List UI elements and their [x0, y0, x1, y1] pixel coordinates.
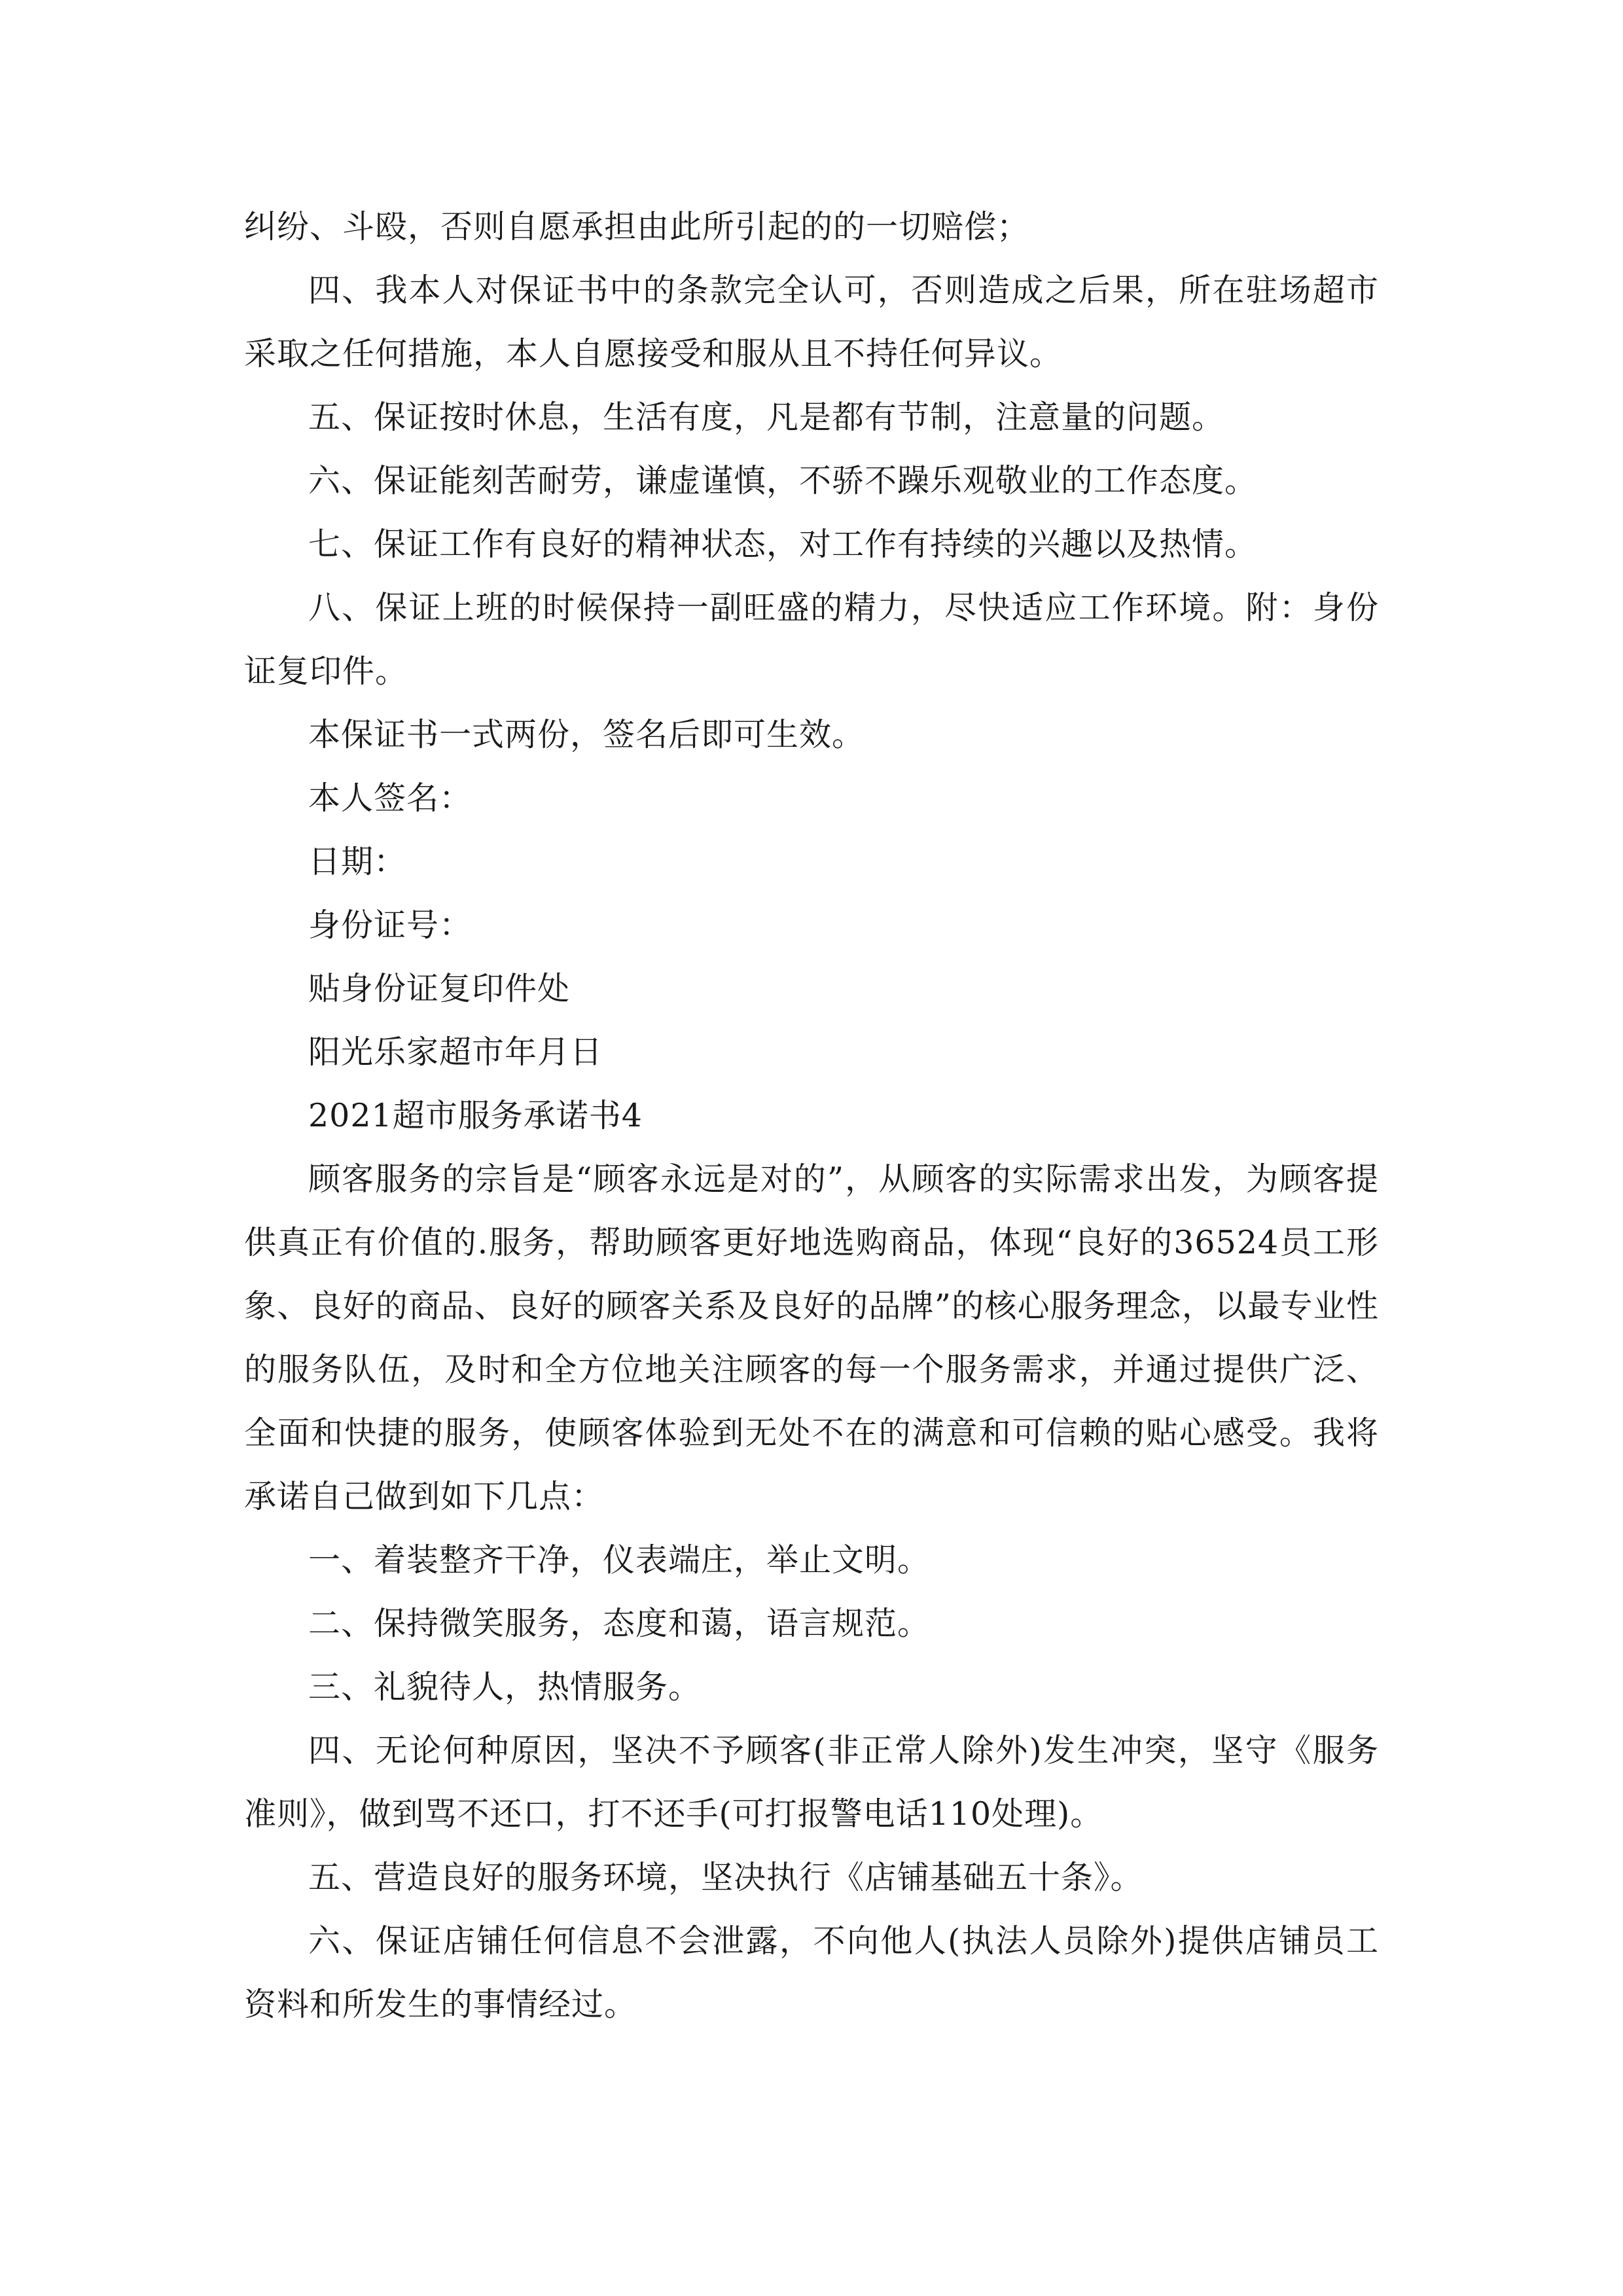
paragraph-service-intro: 顾客服务的宗旨是“顾客永远是对的”，从顾客的实际需求出发，为顾客提供真正有价值的.服务，帮助顾客更好地选购商品，体现“良好的36524员工形象、良好的商品、良好的顾客关系及良好的品牌”的核心服务理念，以最专业性的服务队伍，及时和全方位地关注顾客的每一个服务需求，并通过提供广泛、全面和快捷的服务，使顾客体验到无处不在的满意和可信赖的贴心感受。我将承诺自己做到如下几点： [244, 1160, 1379, 1515]
paragraph-promise-6: 六、保证店铺任何信息不会泄露，不向他人(执法人员除外)提供店铺员工资料和所发生的事情经过。 [244, 1922, 1379, 2023]
paragraph-promise-5: 五、营造良好的服务环境，坚决执行《店铺基础五十条》。 [308, 1859, 1143, 1896]
paragraph-promise-1: 一、着装整齐干净，仪表端庄，举止文明。 [308, 1541, 931, 1579]
paragraph-promise-2: 二、保持微笑服务，态度和蔼，语言规范。 [308, 1605, 931, 1642]
paragraph-clause-6: 六、保证能刻苦耐劳，谦虚谨慎，不骄不躁乐观敬业的工作态度。 [308, 462, 1258, 499]
paragraph-clause-8: 八、保证上班的时候保持一副旺盛的精力，尽快适应工作环境。附：身份证复印件。 [244, 589, 1379, 690]
id-number-line: 身份证号： [308, 906, 473, 944]
paragraph-clause-4: 四、我本人对保证书中的条款完全认可，否则造成之后果，所在驻场超市采取之任何措施，本人自愿接受和服从且不持任何异议。 [244, 272, 1379, 372]
document-body [244, 195, 1379, 2036]
date-line: 日期： [308, 843, 407, 880]
signature-line: 本人签名： [308, 780, 473, 817]
paragraph-effectivity: 本保证书一式两份，签名后即可生效。 [308, 716, 865, 753]
issuer-date-line: 阳光乐家超市年月日 [308, 1033, 603, 1071]
paragraph-dispute-clause: 纠纷、斗殴，否则自愿承担由此所引起的的一切赔偿； [244, 208, 1030, 245]
id-copy-placeholder: 贴身份证复印件处 [308, 970, 571, 1007]
section-title: 2021超市服务承诺书4 [308, 1097, 643, 1134]
paragraph-promise-3: 三、礼貌待人，热情服务。 [308, 1668, 702, 1706]
paragraph-clause-7: 七、保证工作有良好的精神状态，对工作有持续的兴趣以及热情。 [308, 526, 1258, 563]
paragraph-clause-5: 五、保证按时休息，生活有度，凡是都有节制，注意量的问题。 [308, 399, 1225, 436]
paragraph-promise-4: 四、无论何种原因，坚决不予顾客(非正常人除外)发生冲突，坚守《服务准则》，做到骂不还口，打不还手(可打报警电话110处理)。 [244, 1732, 1379, 1833]
